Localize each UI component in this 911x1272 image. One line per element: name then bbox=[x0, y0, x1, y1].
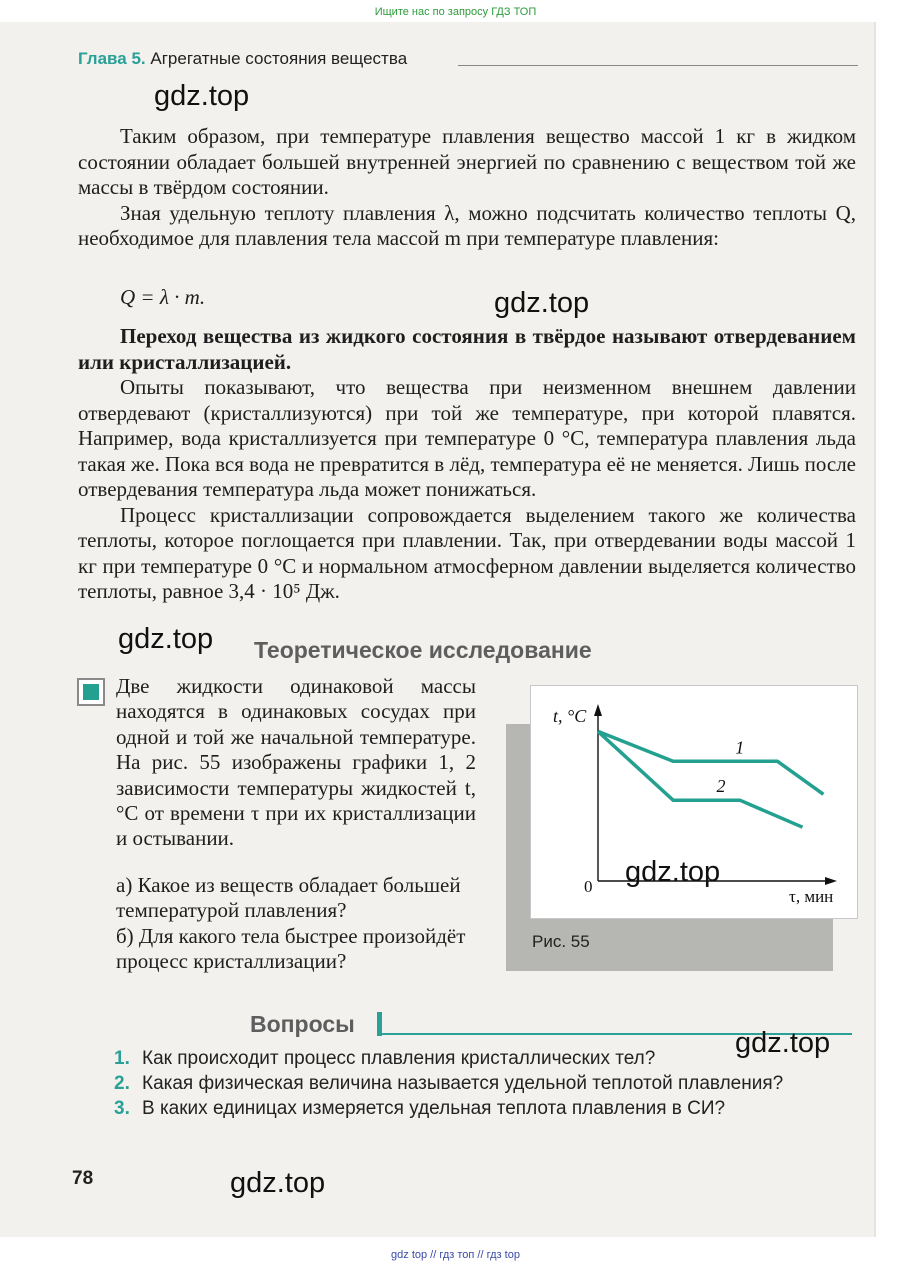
question-number: 1. bbox=[114, 1048, 130, 1069]
questions-list bbox=[114, 1046, 854, 1121]
task-question-a: а) Какое из веществ обладает большей температурой плавления? bbox=[116, 873, 461, 923]
top-banner: Ищите нас по запросу ГДЗ ТОП bbox=[374, 6, 537, 18]
task-description: Две жидкости одинаковой массы находятся в одинаковых сосудах при одной и той же начальной температуре. На рис. 55 изображены графики 1, 2 зависимости температуры жидкостей t, °C от времени τ при их кристаллизации и остывании. bbox=[116, 674, 476, 851]
watermark: gdz.top bbox=[154, 80, 250, 112]
question-number: 3. bbox=[114, 1098, 130, 1119]
question-item bbox=[114, 1071, 854, 1096]
question-number: 2. bbox=[114, 1073, 130, 1094]
watermark: gdz.top bbox=[230, 1167, 326, 1199]
task-icon bbox=[77, 678, 105, 706]
paragraph-1: Таким образом, при температуре плавления вещество массой 1 кг в жидком состоянии обладает большей внутренней энергией по сравнению с веществом той же массы в твёрдом состоянии. bbox=[78, 124, 856, 199]
paragraph-5: Процесс кристаллизации сопровождается выделением такого же количества теплоты, которое поглощается при плавлении. Так, при отвердевании воды массой 1 кг при температуре 0 °C и нормальном атмосферном давлении выделяется количество теплоты, равное 3,4 · 10⁵ Дж. bbox=[78, 502, 856, 603]
questions-title: Вопросы bbox=[250, 1011, 355, 1037]
body-text-1 bbox=[78, 124, 856, 252]
watermark: gdz.top bbox=[735, 1027, 831, 1059]
watermark: gdz.top bbox=[494, 287, 590, 319]
body-text-2 bbox=[78, 324, 856, 605]
origin-label: 0 bbox=[584, 877, 593, 896]
task-text bbox=[116, 674, 476, 852]
question-item bbox=[114, 1046, 854, 1071]
chapter-title: Агрегатные состояния вещества bbox=[150, 49, 408, 68]
formula: Q = λ · m. bbox=[120, 285, 206, 309]
question-text: Какая физическая величина называется удельной теплотой плавления? bbox=[142, 1073, 784, 1094]
paragraph-4: Опыты показывают, что вещества при неизменном внешнем давлении отвердевают (кристаллизуются) при той же температуре, при которой плавятся. Например, вода кристаллизуется при температуре 0 °C, температура плавления льда такая же. Пока вся вода не превратится в лёд, температура её не меняется. Лишь после отвердевания температура льда может понижаться. bbox=[78, 375, 856, 501]
y-axis-label: t, °C bbox=[553, 706, 587, 726]
chapter-divider bbox=[458, 65, 858, 66]
question-text: В каких единицах измеряется удельная теплота плавления в СИ? bbox=[142, 1098, 726, 1119]
question-item bbox=[114, 1096, 854, 1121]
series-label-2: 2 bbox=[716, 776, 726, 797]
series-label-1: 1 bbox=[735, 737, 745, 758]
watermark: gdz.top bbox=[625, 856, 721, 888]
task-question-b: б) Для какого тела быстрее произойдёт процесс кристаллизации? bbox=[116, 923, 466, 974]
y-axis-arrow bbox=[594, 704, 602, 716]
x-axis-label: τ, мин bbox=[789, 887, 834, 906]
chapter-number: Глава 5. bbox=[78, 49, 146, 68]
question-text: Как происходит процесс плавления кристаллических тел? bbox=[142, 1048, 656, 1069]
paragraph-2: Зная удельную теплоту плавления λ, можно подсчитать количество теплоты Q, необходимое для плавления тела массой m при температуре плавления: bbox=[78, 200, 856, 250]
x-axis-arrow bbox=[825, 877, 837, 885]
series-layer bbox=[598, 731, 823, 827]
chapter-header bbox=[78, 49, 407, 69]
definition-paragraph: Переход вещества из жидкого состояния в твёрдое называют отвердеванием или кристаллизацией. bbox=[78, 324, 856, 374]
series-line-2 bbox=[598, 731, 803, 827]
watermark: gdz.top bbox=[118, 623, 214, 655]
figure-caption: Рис. 55 bbox=[532, 932, 590, 951]
section-title: Теоретическое исследование bbox=[254, 637, 592, 663]
bottom-banner: gdz top // гдз топ // гдз top bbox=[391, 1249, 520, 1261]
task-questions bbox=[116, 873, 486, 975]
page-number: 78 bbox=[72, 1168, 94, 1189]
